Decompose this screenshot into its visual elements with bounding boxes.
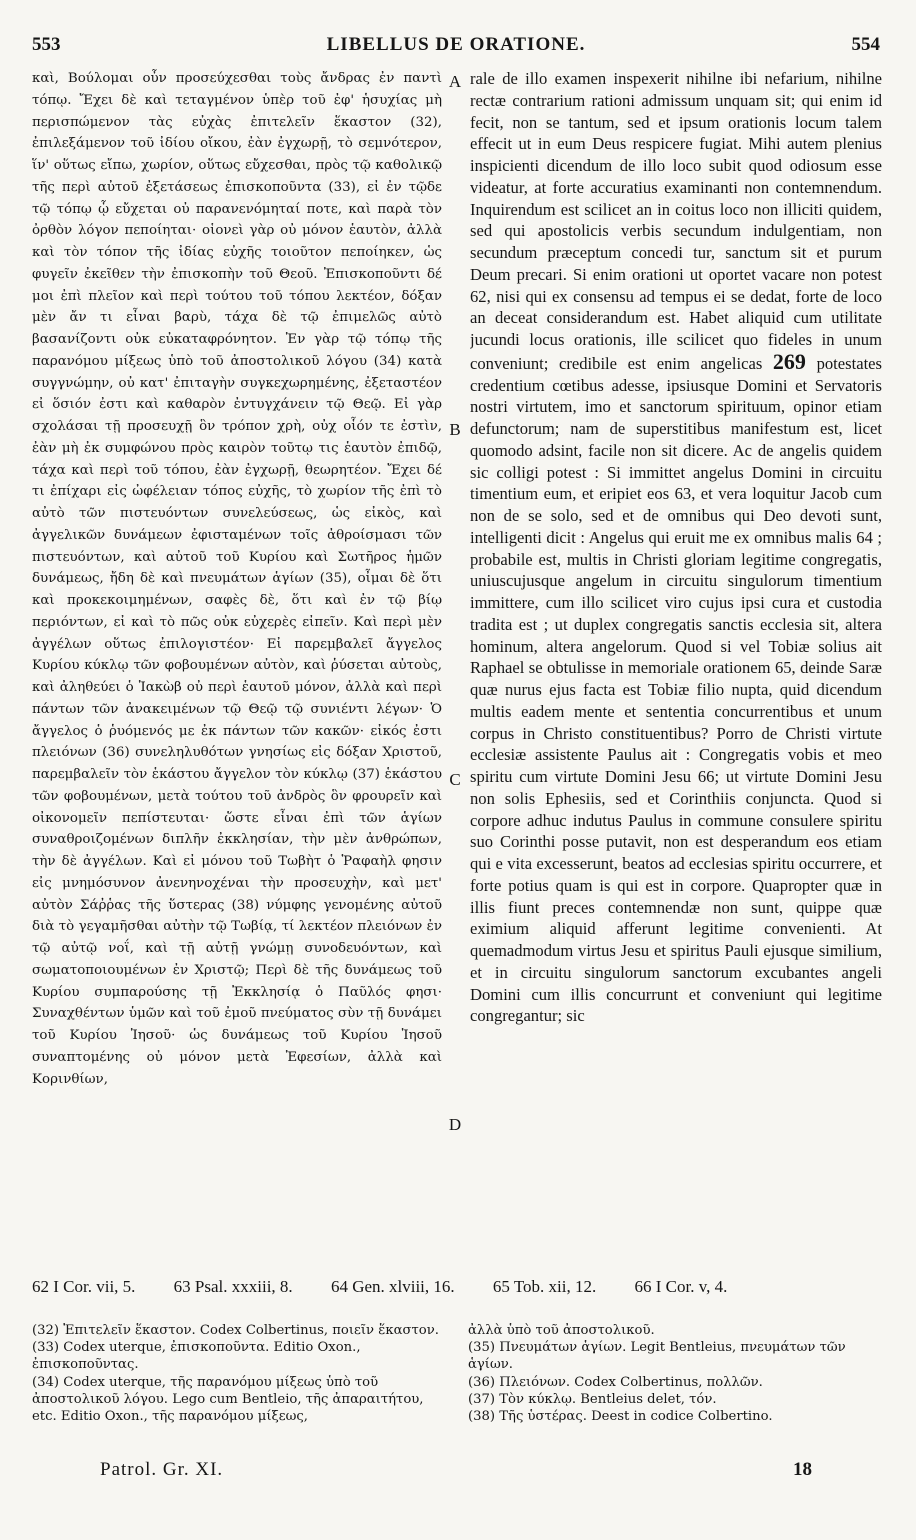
greek-column [32, 68, 442, 1268]
margin-letter-c: C [449, 770, 461, 789]
page-number-right: 554 [851, 34, 880, 55]
critical-notes-right [468, 1322, 878, 1425]
margin-letter-a: A [448, 72, 462, 91]
critical-notes-left [32, 1322, 447, 1425]
margin-letter-b: B [449, 420, 461, 439]
critical-note: ἀλλὰ ὑπὸ τοῦ ἀποστολικοῦ. [468, 1323, 655, 1338]
critical-note: (37) Τὸν κύκλῳ. Bentleius delet, τόν. [468, 1391, 717, 1407]
margin-letter-d: D [448, 1115, 462, 1134]
critical-note: (33) Codex uterque, ἐπισκοποῦντα. Editio Oxon., ἐπισκοποῦντας. [32, 1340, 361, 1373]
greek-text: καὶ, Βούλομαι οὖν προσεύχεσθαι τοὺς ἄνδρας ἐν παντὶ τόπῳ. Ἔχει δὲ καὶ τεταγμένον ὑπὲρ τοῦ ἐφ' ἡσυχίας μὴ περισπώμενον τὰς εὐχὰς ἐπιτελεῖν ἕκαστον (32), ἐπιλεξάμενον τοῦ ἰδίου οἴκου, ἐὰν ἐγχωρῇ, τὸ σεμνότερον, ἵν' οὕτως εἴπω, χωρίον, οὕτως εὔχεσθαι, πρὸς τῷ καθολικῷ τῆς περὶ αὐτοῦ ἐξετάσεως ἐπισκοποῦντα (33), εἰ ἐν τῷδε τῷ τόπῳ ᾧ εὔχεται οὐ παρανενόμηταί ποτε, καὶ παρὰ τὸν ὀρθὸν λόγον πεποίηται· οἱονεὶ γὰρ οὐ μόνον ἑαυτὸν, ἀλλὰ καὶ τὸν τόπον τῆς ἰδίας εὐχῆς τοιοῦτον πεποίηκεν, ὡς φυγεῖν ἐκεῖθεν τὴν ἐπισκοπὴν τοῦ Θεοῦ. Ἐπισκοποῦντι δέ μοι ἐπὶ πλεῖον καὶ περὶ τούτου τοῦ τόπου λεκτέον, δόξαν μὲν ἄν τι εἶναι βαρὺ, τάχα δὲ τῷ ἐπιμελῶς αὐτὸ βασανίζοντι οὐκ εὐκαταφρόνητον. Ἐν γὰρ τῷ τόπῳ τῆς παρανόμου μίξεως ὑπὸ τοῦ ἀποστολικοῦ λόγου (34) κατὰ συγγνώμην, οὐ κατ' ἐπιταγὴν συγκεχωρημένης, ἐξεταστέον εἰ ὅσιόν ἐστι καὶ καθαρὸν ἐντυγχάνειν τῷ Θεῷ. Εἰ γὰρ σχολάσαι τῇ προσευχῇ ὃν τρόπον χρὴ, οὐχ οἷόν τε ἐστὶν, ἐὰν μὴ ἐκ συμφώνου πρὸς καιρὸν τοῦτῳ τις ἑαυτὸν ἐπιδῷ, τάχα καὶ περὶ τοῦ τόπου, ἐὰν ἐγχωρῇ, θεωρητέον. Ἔχει δέ τι ἐπίχαρι εἰς ὠφέλειαν τόπος εὐχῆς, τὸ χωρίον τῆς ἐπὶ τὸ αὐτὸ τῶν πιστευόντων συνελεύσεως, ὡς εἰκὸς, καὶ ἀγγελικῶν δυνάμεων ἐφισταμένων τοῖς ἀθροίσμασι τῶν πιστευόντων, καὶ αὐτοῦ τοῦ Κυρίου καὶ Σωτῆρος ἡμῶν δυνάμεως, ἤδη δὲ καὶ πνευμάτων ἁγίων (35), οἶμαι δὲ ὅτι καὶ προκεκοιμημένων, σαφὲς δὲ, ὅτι καὶ ἐν τῷ βίῳ περιόντων, εἰ καὶ τὸ πῶς οὐκ εὐχερὲς εἰπεῖν. Καὶ περὶ μὲν ἀγγέλων οὕτως ἐπιλογιστέον· Εἰ παρεμβαλεῖ ἄγγελος Κυρίου κύκλῳ τῶν φοβουμένων αὐτὸν, καὶ ῥύσεται αὐτοὺς, καὶ ἀληθεύει ὁ Ἰακὼβ οὐ περὶ ἑαυτοῦ μόνον, ἀλλὰ καὶ περὶ πάντων τῶν ἀνακειμένων τῷ Θεῷ τῷ συνιέντι λέγων· Ὁ ἄγγελος ὁ ῥυόμενός με ἐκ πάντων τῶν κακῶν· εἰκός ἐστι πλειόνων (36) συνεληλυθότων γνησίως εἰς δόξαν Χριστοῦ, παρεμβαλεῖν τὸν ἑκάστου ἄγγελον τὸν κύκλῳ (37) ἑκάστου τῶν φοβουμένων, μετὰ τούτου τοῦ ἀνδρὸς ὃν φρουρεῖν καὶ οἰκονομεῖν πεπίστευται· ὥστε εἶναι ἐπὶ τῶν ἁγίων συναθροιζομένων διπλῆν ἐκκλησίαν, τὴν μὲν ἀνθρώπων, τὴν δὲ ἀγγέλων. Καὶ εἰ μόνου τοῦ Τωβὴτ ὁ Ῥαφαὴλ φησιν εἰς μνημόσυνον ἀνενηνοχέναι τὴν προσευχὴν, καὶ μετ' αὐτὸν Σάῤῥας τῆς ὕστερας (38) νύμφης γενομένης αὐτοῦ διὰ τὸ γεγαμῆσθαι αὐτὴν τῷ Τωβίᾳ, τί λεκτέον πλειόνων ἐν τῷ αὐτῷ νοΐ, καὶ τῇ αὐτῇ γνώμῃ συνοδευόντων, καὶ σωματοποιουμένων ἐν Χριστῷ; Περὶ δὲ τῆς δυνάμεως τοῦ Κυρίου συμπαρούσης τῇ Ἐκκλησίᾳ ὁ Παῦλός φησι· Συναχθέντων ὑμῶν καὶ τοῦ ἐμοῦ πνεύματος σὺν τῇ δυνάμει τοῦ Κυρίου Ἰησοῦ· ὡς δυνάμεως τοῦ Κυρίου Ἰησοῦ συναπτομένης οὐ μόνον μετὰ Ἐφεσίων, ἀλλὰ καὶ Κορινθίων, [32, 71, 442, 1087]
scripture-ref: 66 I Cor. v, 4. [634, 1277, 728, 1296]
scripture-ref: 63 Psal. xxxiii, 8. [173, 1277, 293, 1296]
latin-text-1: rale de illo examen inspexerit nihilne ibi nefarium, nihilne rectæ contrarium rationi admissum unquam sit; qui enim id fecit, non se tantum, sed et ipsum orationis locum talem effecit ut in eum Deus respicere fugiat. Mihi autem plenius inspicienti dicendum de illo loco subit quod odiosum esse videatur, at forte accuratius examinanti non contemnendum. Inquirendum est scilicet an in coitus loco non illiciti quidem, sed qui apostolicis verbis secundum indulgentiam, non secundum præceptum concedi tur, sanctum sit et purum Deum precari. Si enim orationi ut oportet vacare non potest 62, nisi qui ex consensu ad tempus ei se dedat, forte de loco an deceat considerandum est. Habet aliquid cum utilitate jucundi locus orationis, ille scilicet quo fideles in unum conveniunt; credibile est enim angelicas [470, 69, 882, 373]
latin-column [470, 68, 882, 1268]
scripture-references [32, 1277, 882, 1297]
latin-text-part-1 [470, 68, 882, 1027]
critical-note: (34) Codex uterque, τῆς παρανόμου μίξεως ὑπὸ τοῦ ἀποστολικοῦ λόγου. Lego cum Bentleio, τῆς ἀπαραιτήτου, etc. Editio Oxon., τῆς παρανόμου μίξεως, [32, 1374, 424, 1425]
running-title: LIBELLUS DE ORATIONE. [326, 34, 586, 55]
latin-text-2: potestates credentium cœtibus adesse, ipsiusque Domini et Servatoris nostri virtutem, imo et sanctorum spirituum, opinor etiam defunctorum; nam de superstitibus manifestum est, licet quomodo adsint, facile non sit dicere. Ac de angelis quidem sic colligi potest : Si immittet angelus Domini in circuitu timentium eum, et eripiet eos 63, et vera loquitur Jacob cum non de se solo, sed et de omnibus qui Deo devoti sunt, intelligenti dicit : Angelus qui eruit me ex omnibus malis 64 ; probabile est, multis in Christi gloriam legitime congregatis, uniuscujusque angelum in circuitu singulorum timentium immittere, cum illo scilicet viro cujus ipsi cura et custodia tradita est ; ut duplex congregatis sanctis ecclesia sit, altera hominum, altera angelorum. Quod si vel Tobiæ solius ait Raphael se obtulisse in memoriale orationem 65, deinde Saræ quæ nurus ejus facta est Tobiæ filio nupta, quid dicendum multis eadem mente et sententia concurrentibus et unum corpus in Christo constituentibus? Porro de Christi virtute ecclesiæ assistente Paulus ait : Congregatis vobis et meo spiritu cum virtute Domini Jesu 66; ut virtute Domini Jesu non solis Ephesiis, sed et Corinthiis conjuncta. Quod si corpore adhuc indutus Paulus in commune consulere spiritu suo Corinthi posse putavit, non est desperandum eos etiam qui e vita excesserunt, beatos ad ecclesias spiritu occurrere, et forte potius quam is qui est in corpore. Quapropter quæ in illis fiunt preces contemnendæ non sunt, quippe quæ eximium aliquid afferunt legitime convenienti. At quemadmodum virtus Jesu et spiritus Pauli ejusque similium, et in circuitu singulorum sanctorum excubantes angeli Domini cum illis concurrunt et conveniunt qui legitime congregantur; sic [470, 353, 882, 1026]
gathering-number: 18 [793, 1459, 812, 1480]
column-number-marker: 269 [772, 348, 806, 374]
running-header [32, 34, 880, 60]
page-number-left: 553 [32, 34, 61, 55]
scripture-ref: 62 I Cor. vii, 5. [32, 1277, 136, 1296]
page-footer [30, 1459, 812, 1487]
scripture-ref: 65 Tob. xii, 12. [492, 1277, 597, 1296]
volume-signature: Patrol. Gr. XI. [100, 1459, 224, 1480]
critical-note: (36) Πλειόνων. Codex Colbertinus, πολλῶν. [468, 1374, 763, 1390]
critical-note: (38) Τῆς ὑστέρας. Deest in codice Colbertino. [468, 1409, 773, 1425]
scripture-ref: 64 Gen. xlviii, 16. [330, 1277, 455, 1296]
critical-note: (32) Ἐπιτελεῖν ἕκαστον. Codex Colbertinus, ποιεῖν ἕκαστον. [32, 1323, 439, 1338]
critical-note: (35) Πνευμάτων ἁγίων. Legit Bentleius, πνευμάτων τῶν ἁγίων. [468, 1340, 846, 1373]
